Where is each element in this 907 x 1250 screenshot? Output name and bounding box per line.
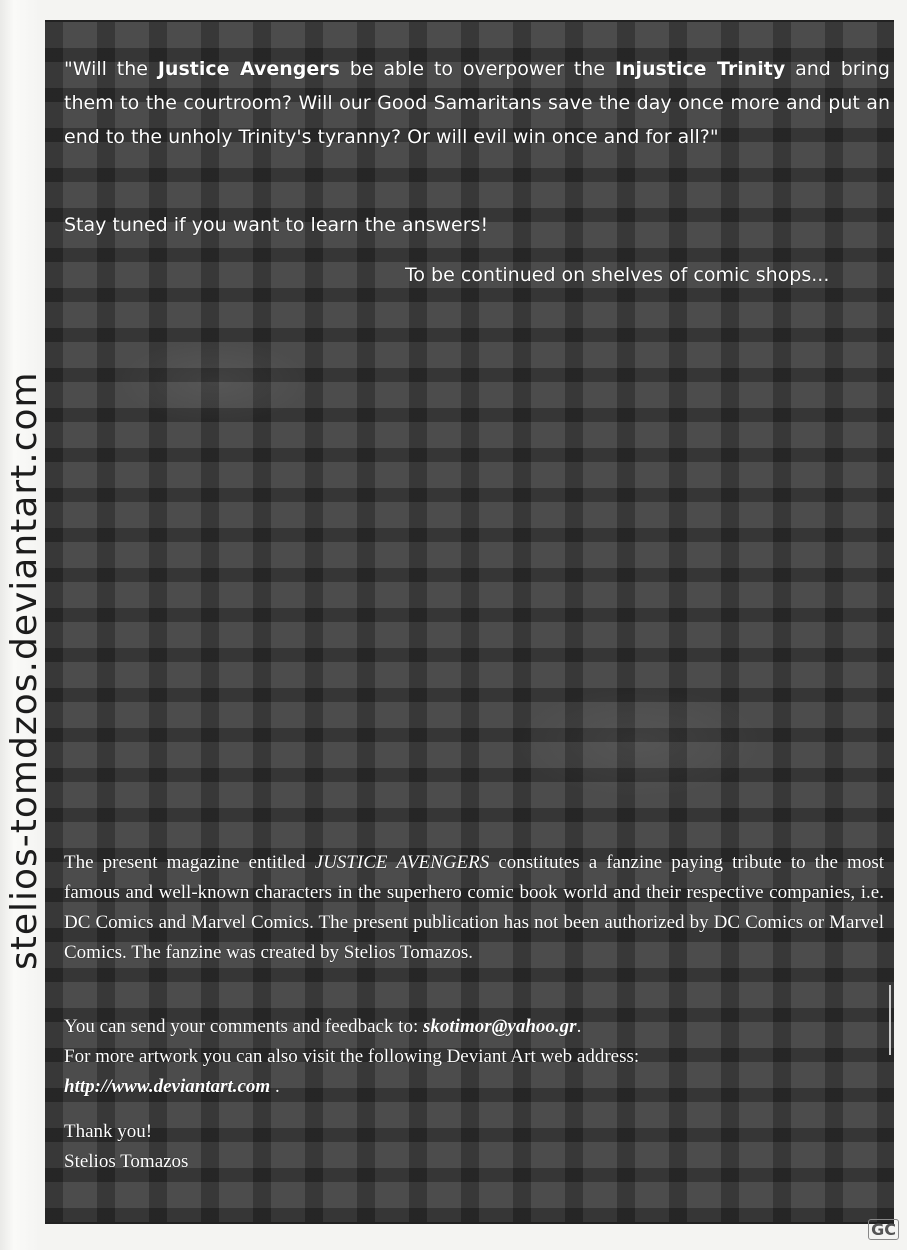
contact-paragraph: You can send your comments and feedback to: skotimor@yahoo.gr. For more artwork you can also visit the following Deviant Art web address: http://www.deviantart.com .	[64, 1012, 884, 1102]
stay-tuned-text: Stay tuned if you want to learn the answers!	[64, 214, 489, 236]
watermark	[2, 280, 46, 1000]
magazine-title: JUSTICE AVENGERS	[314, 852, 490, 873]
email-link[interactable]: skotimor@yahoo.gr	[423, 1016, 577, 1037]
watermark-text: stelios-tomdzos.deviantart.com	[4, 371, 45, 970]
artwork-label: For more artwork you can also visit the following Deviant Art web address:	[64, 1046, 640, 1067]
villain-name: Injustice Trinity	[614, 58, 786, 80]
story-quote: "Will the Justice Avengers be able to overpower the Injustice Trinity and bring them to the courtroom? Will our Good Samaritans save the day once more and put an end to the unholy Trinity's tyranny? Or will evil win once and for all?"	[64, 58, 890, 148]
team-name: Justice Avengers	[157, 58, 340, 80]
staple-mark	[889, 985, 895, 1055]
signature-text: Stelios Tomazos	[64, 1151, 189, 1172]
disclaimer-paragraph: The present magazine entitled JUSTICE AVENGERS constitutes a fanzine paying tribute to the most famous and well-known characters in the superhero comic book world and their respective companies, i.e. DC Comics and Marvel Comics. The present publication has not been authorized by DC Comics or Marvel Comics. The fanzine was created by Stelios Tomazos.	[64, 852, 884, 963]
scan-mark: GC	[868, 1219, 899, 1240]
continued-text: To be continued on shelves of comic shops...	[405, 264, 830, 286]
thanks-text: Thank you!	[64, 1121, 153, 1142]
signoff	[64, 1117, 884, 1177]
deviantart-url[interactable]: http://www.deviantart.com	[64, 1076, 271, 1097]
